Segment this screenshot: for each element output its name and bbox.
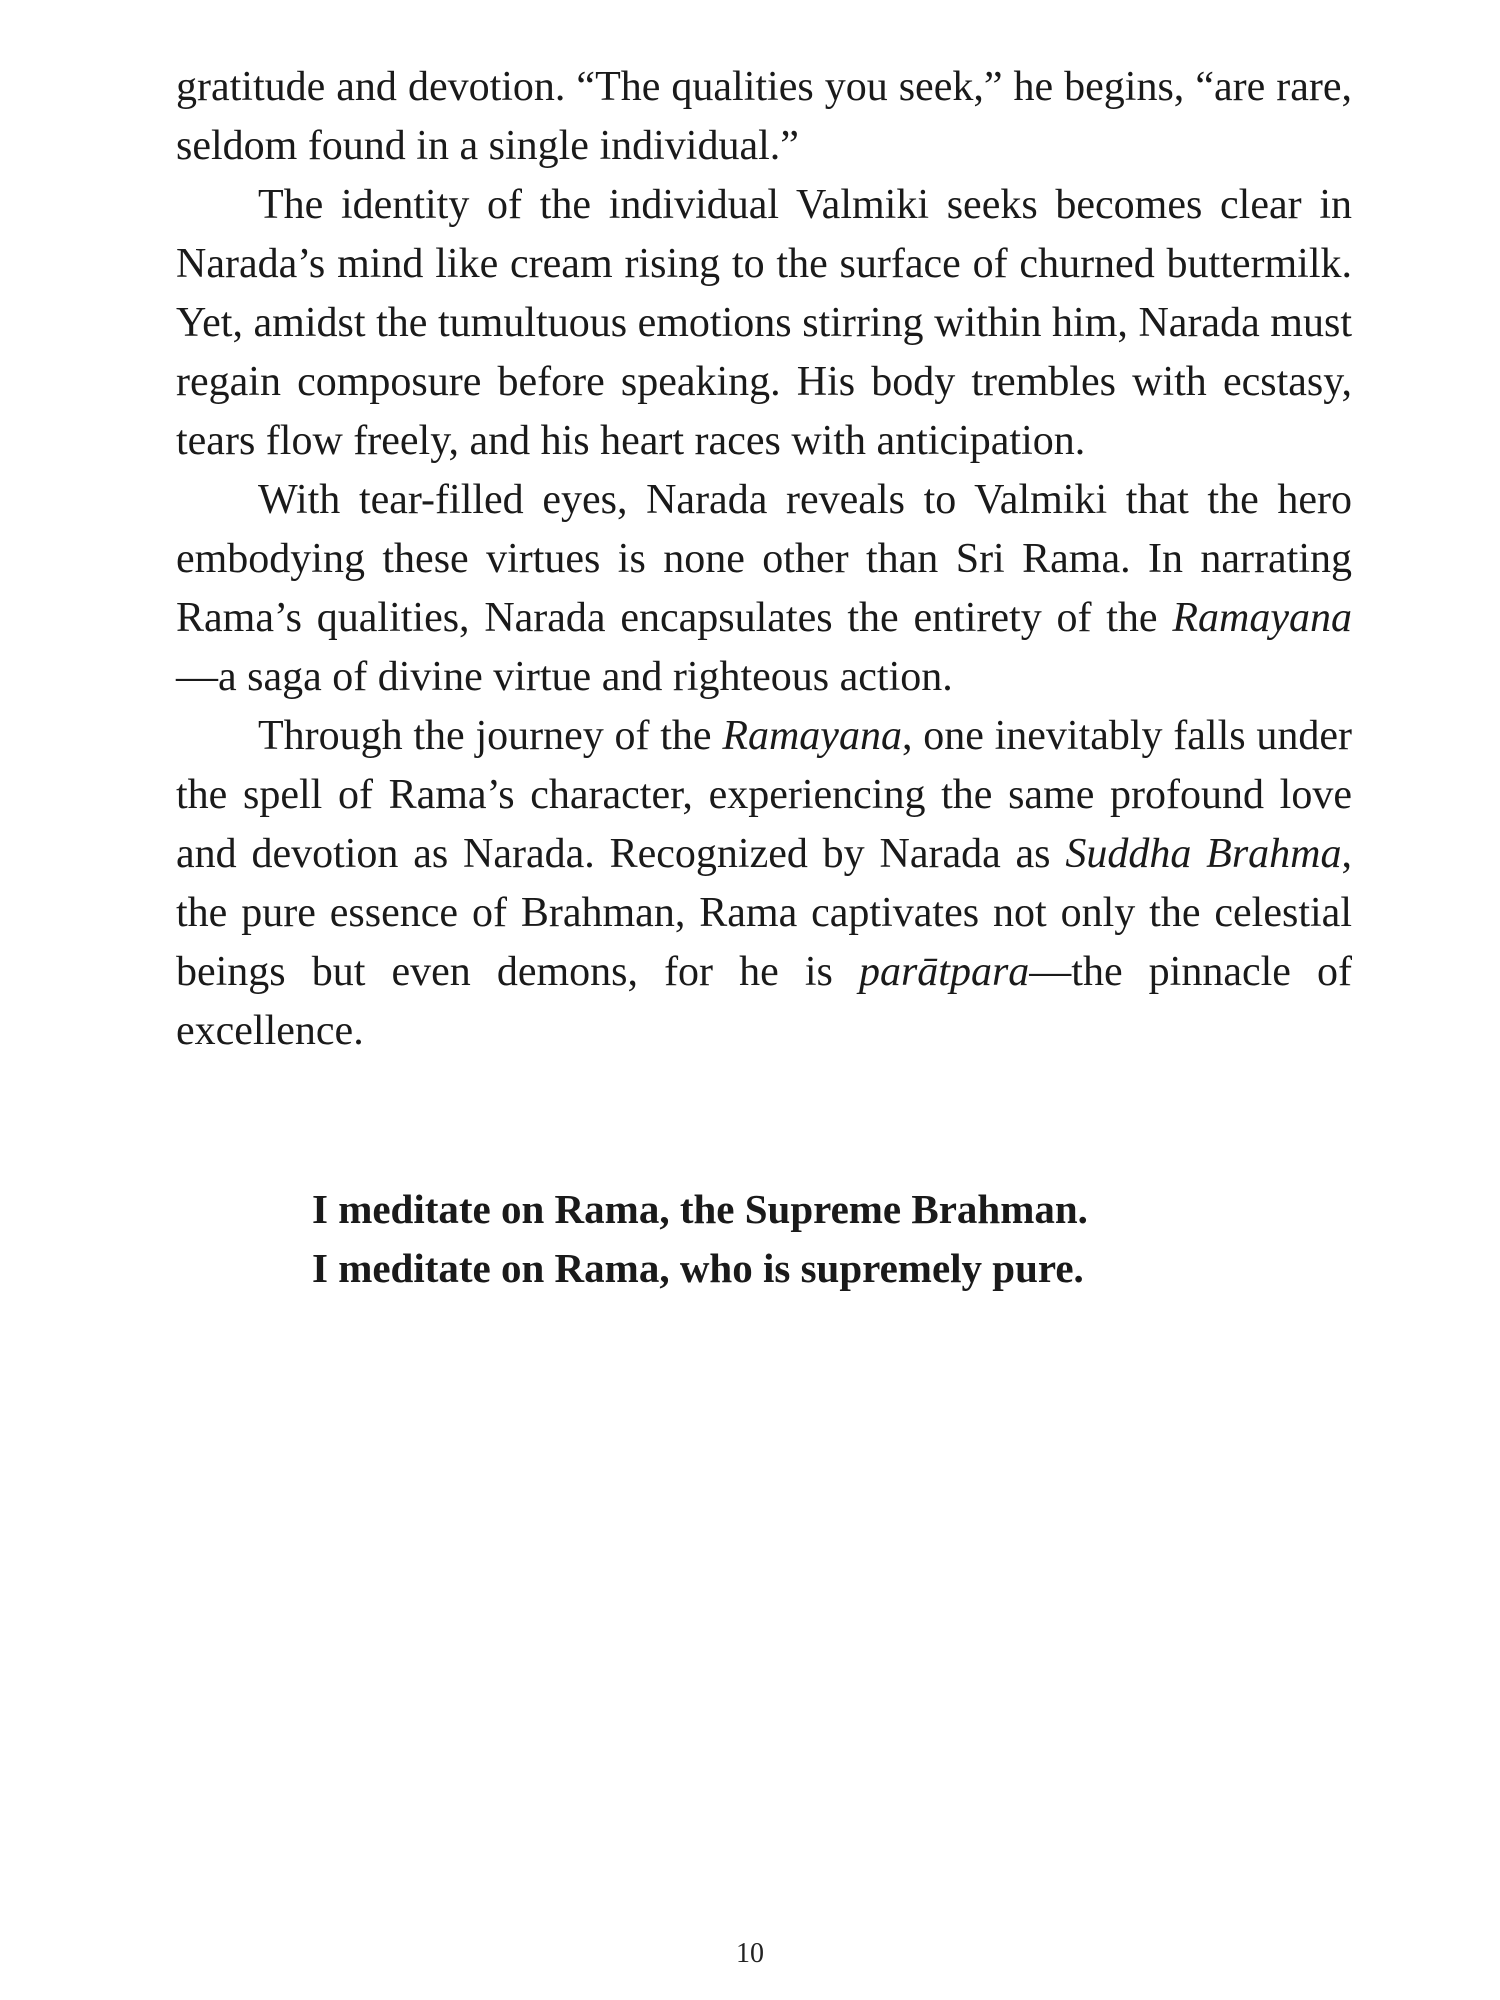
term-paratpara: parātpara [858,949,1030,995]
paragraph-2-text: The identity of the individual Valmiki seeks becomes clear in Narada’s mind like cream rising to the surface of churned buttermilk. Yet, amidst the tumultuous emotions stirring within him, Narada must regain composure before speaking. His body trembles with ecstasy, tears flow freely, and his heart races with anticipation. [176,182,1352,464]
title-ramayana: Ramayana [722,713,902,759]
paragraph-4-tail: —the pinnacle of excellence. [176,949,1353,1054]
paragraph-3-text: With tear-filled eyes, Narada reveals to Valmiki that the hero embodying these virtues is none other than Sri Rama. In narrating Rama’s qualities, Narada encapsulates the entirety of the [176,477,1352,641]
paragraph-identity [176,176,1352,471]
title-ramayana: Ramayana [1172,595,1352,641]
mantra-line-2: I meditate on Rama, who is supremely pure. [312,1245,1084,1291]
mantra-block [312,1180,1312,1298]
paragraph-4-text: Through the journey of the [258,713,723,759]
paragraph-reveal [176,471,1352,707]
paragraph-continuation [176,58,1352,176]
term-suddha-brahma: Suddha Brahma [1065,831,1342,877]
paragraph-journey [176,707,1352,1061]
paragraph-4-middle: , one inevitably falls under the spell of Rama’s character, experiencing the same profound love and devotion as Narada. Recognized by Narada as [176,713,1352,877]
body-text [176,58,1352,1061]
paragraph-3-tail: —a saga of divine virtue and righteous action. [176,654,953,700]
page-number: 10 [736,1938,764,1969]
mantra-line-1: I meditate on Rama, the Supreme Brahman. [312,1186,1088,1232]
paragraph-1-text: gratitude and devotion. “The qualities you seek,” he begins, “are rare, seldom found in a single individual.” [176,64,1352,169]
paragraph-4-middle-2: , the pure essence of Brahman, Rama captivates not only the celestial beings but even demons, for he is [176,831,1352,995]
